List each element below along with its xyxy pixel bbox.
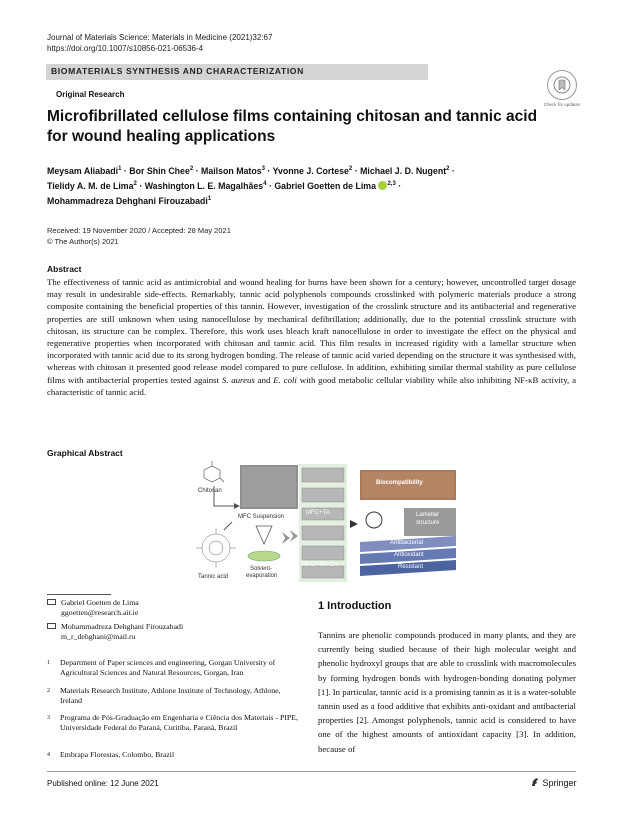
author-aff: 2 bbox=[133, 180, 137, 187]
footnote-rule bbox=[47, 594, 111, 595]
aff-number: 2 bbox=[47, 688, 50, 694]
organism-name: E. coli bbox=[273, 374, 297, 385]
corr-name: Gabriel Goetten de Lima bbox=[61, 598, 139, 607]
ga-label-biocompat: Biocompatibility bbox=[376, 480, 423, 486]
author-line-2: Tielidy A. M. de Lima$^2$ · Washington L. E. Magalhães$^4$ · Gabriel Goetten de Lima $^{2,3}$ · bbox=[47, 180, 402, 191]
published-date: Published online: 12 June 2021 bbox=[47, 779, 159, 788]
title-line-2: for wound healing applications bbox=[47, 128, 276, 145]
abstract-text bbox=[47, 276, 576, 398]
journal-reference: Journal of Materials Science: Materials in Medicine (2021)32:67 bbox=[47, 33, 273, 42]
author-aff: 1 bbox=[118, 166, 122, 172]
crosslink-icon bbox=[366, 512, 382, 528]
aff-number: 1 bbox=[47, 660, 50, 666]
ga-label-tannic: Tannic acid bbox=[198, 574, 229, 580]
petri-dish-icon bbox=[248, 551, 280, 561]
bookmark-icon bbox=[553, 76, 571, 94]
envelope-icon bbox=[47, 623, 56, 629]
funnel-icon bbox=[256, 526, 272, 544]
dates-block bbox=[47, 225, 231, 247]
tannic-acid-molecule-icon bbox=[196, 528, 236, 568]
author-aff: 3 bbox=[261, 166, 265, 172]
check-updates-badge[interactable] bbox=[547, 70, 577, 100]
author-name[interactable]: Tielidy A. M. de Lima bbox=[47, 180, 134, 191]
author-name[interactable]: Meysam Aliabadi bbox=[47, 165, 119, 176]
ga-label-lamellar-1: Lamellar bbox=[416, 512, 440, 518]
author-aff: 4 bbox=[263, 180, 267, 187]
article-title bbox=[47, 107, 557, 147]
doi-link[interactable]: https://doi.org/10.1007/s10856-021-06536-4 bbox=[47, 44, 204, 53]
envelope-icon bbox=[47, 599, 56, 605]
ga-label-mfc-ta: MFC+TA bbox=[306, 510, 330, 516]
corr-name: Mohammadreza Dehghani Firouzabadi bbox=[61, 622, 184, 631]
corr-email[interactable]: ggoetten@research.ait.ie bbox=[61, 608, 139, 617]
author-aff: 2 bbox=[348, 166, 353, 172]
aff-number: 3 bbox=[47, 715, 50, 721]
aff-text: Materials Research Institute, Athlone Institute of Technology, Athlone, Ireland bbox=[60, 686, 281, 705]
ga-label-resistant: Resistant bbox=[398, 564, 424, 570]
author-name[interactable]: Yvonne J. Cortese bbox=[272, 165, 349, 176]
footer-rule bbox=[47, 771, 576, 772]
abstract-body: The effectiveness of tannic acid as antimicrobial and wound healing for burns have been shown for a century; however, uncontrolled target dosage may result in undesirable side-effects. Remarkably, tannic acid polyphenols compounds crosslinked with polymeric materials produce a strong composite containing the beneficial properties of this tannin. However, investigation of the crosslink structure and its antibacterial and regenerative properties are still unknown when using nanocellulose by mechanical defibrillation; additionally, due to the potential crosslink structure with chitosan, its structure can be complex. Therefore, this work uses bleach kraft nanocellulose in order to investigate the effect on the physical and regenerative properties when incorporated with chitosan and tannic acid. This film results in increased rigidity with a lamellar structure when incorporated with tannic acid due to its strong hydrogen bonding. The release of tannic acid varied depending on the structure it was synthesised with, whereas with chitosan it presented good release model compared to pure cellulose. In addition, exhibiting similar thermal stability as pure cellulose films with antibacterial properties tested against bbox=[47, 277, 576, 385]
title-line-1: Microfibrillated cellulose films containing chitosan and tannic acid bbox=[47, 108, 538, 125]
author-aff: 2,3 bbox=[387, 180, 396, 187]
ga-label-antioxidant: Antioxidant bbox=[394, 552, 424, 558]
corr-email[interactable]: m_r_dehghani@mail.ru bbox=[61, 632, 136, 641]
organism-name: S. aureus bbox=[221, 374, 255, 385]
chitosan-molecule-icon bbox=[204, 461, 224, 482]
author-aff: 2 bbox=[189, 166, 194, 172]
aff-text: Programa de Pós-Graduação em Engenharia e Ciência dos Materiais - PIPE, Universidade Federal do Paraná, Curitiba, Paraná, Brazil bbox=[60, 713, 298, 732]
author-aff: 1 bbox=[207, 195, 212, 202]
introduction-heading: 1 Introduction bbox=[318, 600, 392, 612]
author-aff: 2 bbox=[446, 166, 450, 172]
ga-label-solvent-2: evaporation bbox=[246, 573, 278, 579]
section-band bbox=[46, 64, 428, 80]
aff-text: Embrapa Florestas, Colombo, Brazil bbox=[60, 750, 175, 759]
ga-label-mfc: MFC Suspension bbox=[238, 514, 285, 520]
journal-header bbox=[47, 32, 272, 54]
ga-label-lamellar-2: structure bbox=[416, 520, 440, 526]
author-line-3 bbox=[47, 193, 567, 208]
section-label: BIOMATERIALS SYNTHESIS AND CHARACTERIZATION bbox=[51, 66, 304, 76]
abstract-heading: Abstract bbox=[47, 264, 82, 274]
publisher-name: Springer bbox=[542, 778, 577, 788]
author-line-1: Meysam Aliabadi$^1$ · Bor Shin Chee$^2$ · Mailson Matos$^3$ · Yvonne J. Cortese$^2$ · Michael J. D. Nugent$^2$ · bbox=[47, 165, 455, 176]
abstract-end: with good metabolic cellular viability while also inhibiting NF-κB activity, a characteristic of tannic acid. bbox=[47, 374, 577, 397]
received-date: Received: 19 November 2020 / Accepted: 28 May 2021 bbox=[47, 226, 231, 235]
correspondence-1 bbox=[47, 598, 139, 618]
springer-horse-icon bbox=[530, 777, 540, 787]
article-type: Original Research bbox=[56, 90, 125, 99]
aff-number: 4 bbox=[47, 752, 50, 758]
check-updates-label: Check for updates bbox=[543, 102, 581, 107]
author-name[interactable]: Washington L. E. Magalhães bbox=[144, 180, 264, 191]
ga-label-solvent-1: Solvent- bbox=[250, 566, 273, 572]
ga-label-chitosan: Chitosan bbox=[198, 488, 222, 494]
introduction-text: Tannins are phenolic compounds produced in many plants, and they are currently being studied because of their high molecular weight and phenolic hydroxyl groups that are able to crosslink with macromolecules by forming hydrogen bonds with hydrogen-bonding donating polymer [1]. In particular, tannic acid is a promising tannin as it is a water-soluble tannin used as a food additive that exhibits anti-oxidant and antibacterial properties [2]. Amongst polyphenols, tannic acid is considered to have one of the highest amounts of antioxidant capacity [3]. In addition, because of bbox=[318, 630, 576, 754]
author-name[interactable]: Mailson Matos bbox=[201, 165, 262, 176]
ga-label-mfc-ta-ch: MFC+TA+CH bbox=[302, 562, 338, 568]
abstract-conj: and bbox=[254, 374, 274, 385]
author-name[interactable]: Bor Shin Chee bbox=[129, 165, 190, 176]
author-name[interactable]: Mohammadreza Dehghani Firouzabadi bbox=[47, 195, 208, 206]
ga-label-antibacterial: Antibacterial bbox=[390, 540, 424, 546]
author-name[interactable]: Michael J. D. Nugent bbox=[360, 165, 447, 176]
graphical-abstract-heading: Graphical Abstract bbox=[47, 448, 123, 458]
author-list bbox=[47, 163, 567, 208]
copyright: © The Author(s) 2021 bbox=[47, 237, 119, 246]
publisher-logo bbox=[530, 777, 577, 788]
correspondence-2 bbox=[47, 622, 183, 642]
author-name[interactable]: Gabriel Goetten de Lima bbox=[274, 180, 377, 191]
chevron-arrows-icon bbox=[282, 530, 298, 544]
graphical-abstract-figure bbox=[194, 460, 460, 585]
aff-text: Department of Paper sciences and engineering, Gorgan University of Agricultural Sciences and Natural Resources, Gorgan, Iran bbox=[60, 658, 276, 677]
